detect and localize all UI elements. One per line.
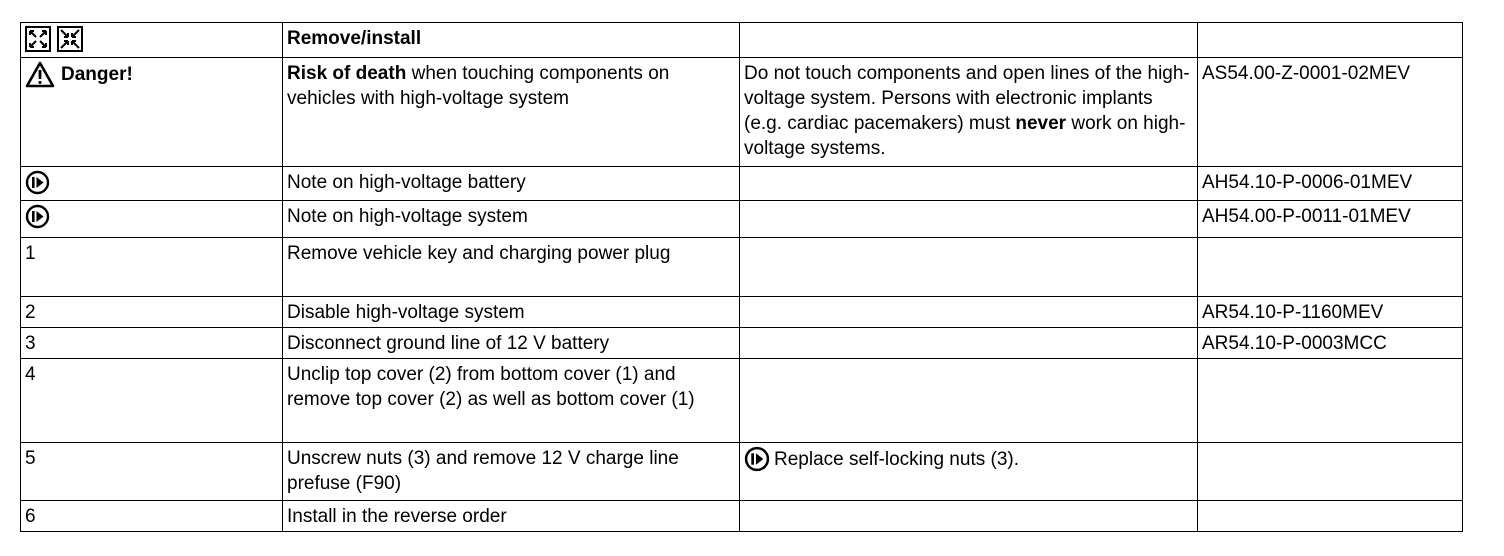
risk-bold-text: Risk of death xyxy=(287,63,407,84)
step-info-text: Replace self-locking nuts (3). xyxy=(774,448,1019,470)
note-text-cell xyxy=(283,167,740,201)
step-info-cell xyxy=(740,443,1198,501)
note-arrow-icon xyxy=(25,170,50,195)
step-info-cell xyxy=(740,238,1198,297)
measure-bold-text: never xyxy=(1015,113,1067,134)
install-symbol-icon xyxy=(57,26,83,52)
procedure-table xyxy=(20,22,1463,532)
note-ref-link[interactable]: AH54.00-P-0011-01MEV xyxy=(1202,206,1411,227)
step-info-cell xyxy=(740,297,1198,328)
step-ref-cell xyxy=(1198,328,1463,359)
step-text-cell xyxy=(283,297,740,328)
step-text-cell xyxy=(283,328,740,359)
measure-text-post: work on high-voltage systems. xyxy=(744,113,1186,159)
step-text: Install in the reverse order xyxy=(287,506,507,527)
step-text: Disable high-voltage system xyxy=(287,302,525,323)
measure-text-pre: Do not touch components and open lines of the high-voltage system. Persons with electronic implants (e.g. cardiac pacemakers) must xyxy=(744,63,1190,134)
note-icon-cell xyxy=(21,201,283,238)
step-row xyxy=(21,297,1463,328)
step-ref-cell xyxy=(1198,359,1463,443)
danger-row xyxy=(21,58,1463,167)
action-title: Remove/install xyxy=(287,28,422,49)
note-row xyxy=(21,201,1463,238)
step-info-cell xyxy=(740,501,1198,532)
header-empty-cell xyxy=(740,23,1198,58)
note-ref-link[interactable]: AH54.10-P-0006-01MEV xyxy=(1202,172,1413,193)
action-header xyxy=(283,23,740,58)
warning-triangle-icon xyxy=(25,61,55,88)
step-ref-link[interactable]: AR54.10-P-0003MCC xyxy=(1202,333,1387,354)
step-ref-cell xyxy=(1198,443,1463,501)
step-text: Remove vehicle key and charging power plug xyxy=(287,243,671,264)
note-ref-cell xyxy=(1198,167,1463,201)
step-info-cell xyxy=(740,359,1198,443)
step-row xyxy=(21,501,1463,532)
risk-text: when touching components on vehicles with high-voltage system xyxy=(287,63,670,109)
step-text-cell xyxy=(283,238,740,297)
note-icon-cell xyxy=(21,167,283,201)
step-info-cell xyxy=(740,328,1198,359)
note-text-cell xyxy=(283,201,740,238)
step-number-text: 6 xyxy=(25,506,36,527)
remove-symbol-icon xyxy=(25,26,51,52)
step-number-text: 3 xyxy=(25,333,36,354)
step-text: Unscrew nuts (3) and remove 12 V charge line prefuse (F90) xyxy=(287,448,679,494)
danger-measure-cell xyxy=(740,58,1198,167)
step-number-text: 2 xyxy=(25,302,36,323)
header-empty-cell xyxy=(1198,23,1463,58)
step-ref-cell xyxy=(1198,238,1463,297)
step-row xyxy=(21,328,1463,359)
step-row xyxy=(21,238,1463,297)
step-number-text: 5 xyxy=(25,448,36,469)
header-row xyxy=(21,23,1463,58)
step-number xyxy=(21,328,283,359)
danger-risk-cell xyxy=(283,58,740,167)
step-ref-cell xyxy=(1198,501,1463,532)
note-text: Note on high-voltage battery xyxy=(287,172,526,193)
step-number xyxy=(21,501,283,532)
symbol-cell xyxy=(21,23,283,58)
step-row xyxy=(21,443,1463,501)
step-ref-cell xyxy=(1198,297,1463,328)
danger-label-cell xyxy=(21,58,283,167)
note-text: Note on high-voltage system xyxy=(287,206,528,227)
step-number-text: 1 xyxy=(25,243,36,264)
step-number xyxy=(21,443,283,501)
note-arrow-icon xyxy=(25,204,50,229)
step-text-cell xyxy=(283,443,740,501)
step-number xyxy=(21,238,283,297)
step-row xyxy=(21,359,1463,443)
danger-ref-cell xyxy=(1198,58,1463,167)
danger-ref-link[interactable]: AS54.00-Z-0001-02MEV xyxy=(1202,63,1411,84)
step-number-text: 4 xyxy=(25,364,36,385)
step-text-cell xyxy=(283,501,740,532)
note-arrow-icon xyxy=(744,446,770,472)
danger-label: Danger! xyxy=(61,64,133,85)
step-number xyxy=(21,297,283,328)
note-ref-cell xyxy=(1198,201,1463,238)
step-ref-link[interactable]: AR54.10-P-1160MEV xyxy=(1202,302,1384,323)
step-number xyxy=(21,359,283,443)
note-empty-cell xyxy=(740,201,1198,238)
step-text: Disconnect ground line of 12 V battery xyxy=(287,333,610,354)
step-text-cell xyxy=(283,359,740,443)
step-text: Unclip top cover (2) from bottom cover (1) and remove top cover (2) as well as bottom cover (1) xyxy=(287,364,695,410)
note-empty-cell xyxy=(740,167,1198,201)
note-row xyxy=(21,167,1463,201)
